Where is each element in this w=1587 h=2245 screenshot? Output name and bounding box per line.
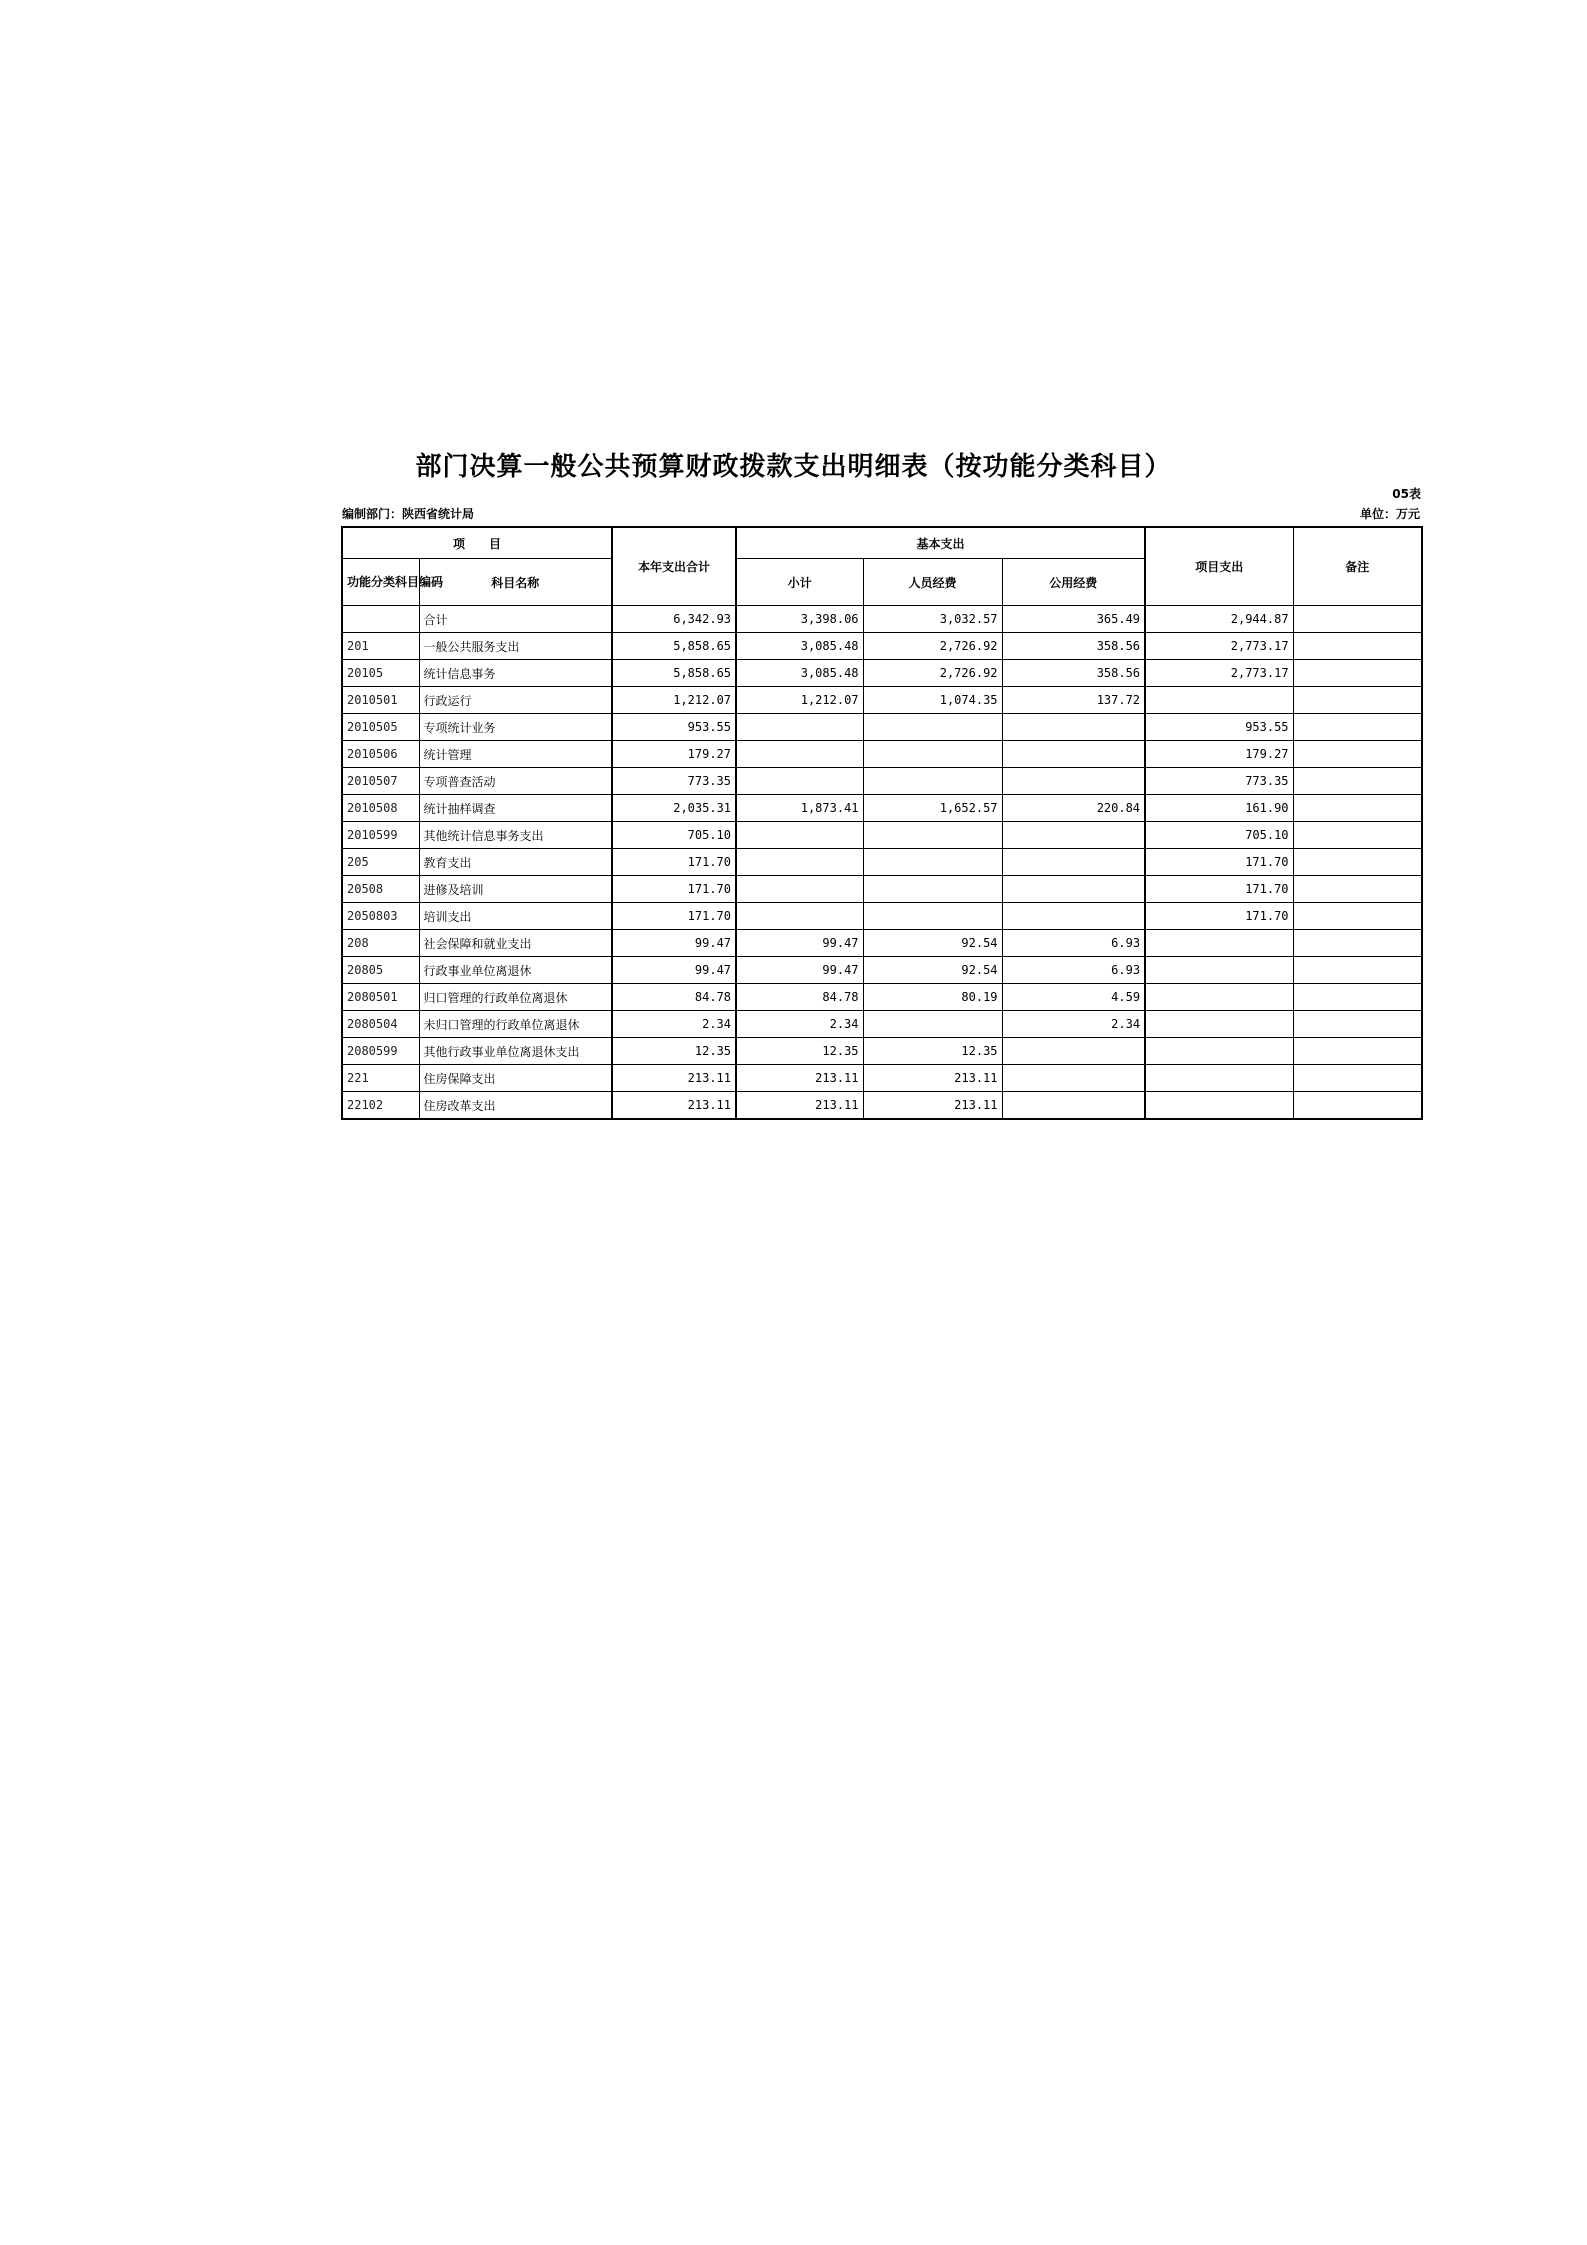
- table-row: [342, 741, 1422, 768]
- cell-total: 705.10: [612, 822, 736, 849]
- cell-code: 2010507: [342, 768, 419, 795]
- cell-total: 2,035.31: [612, 795, 736, 822]
- cell-name: 统计信息事务: [419, 660, 612, 687]
- cell-project-expense: [1145, 687, 1293, 714]
- cell-personnel: 3,032.57: [863, 606, 1002, 633]
- cell-public: [1002, 1065, 1145, 1092]
- cell-personnel: 2,726.92: [863, 660, 1002, 687]
- unit-label: 单位：万元: [1359, 507, 1420, 521]
- header-public: 公用经费: [1002, 559, 1145, 606]
- cell-project-expense: [1145, 957, 1293, 984]
- table-row: [342, 1011, 1422, 1038]
- cell-remark: [1293, 741, 1422, 768]
- cell-name: 住房保障支出: [419, 1065, 612, 1092]
- table-row: [342, 849, 1422, 876]
- cell-personnel: 2,726.92: [863, 633, 1002, 660]
- cell-public: [1002, 822, 1145, 849]
- cell-name: 专项普查活动: [419, 768, 612, 795]
- cell-public: 358.56: [1002, 633, 1145, 660]
- cell-personnel: 80.19: [863, 984, 1002, 1011]
- cell-code: 201: [342, 633, 419, 660]
- cell-public: 137.72: [1002, 687, 1145, 714]
- cell-public: [1002, 768, 1145, 795]
- cell-personnel: 12.35: [863, 1038, 1002, 1065]
- cell-name: 进修及培训: [419, 876, 612, 903]
- table-row: [342, 714, 1422, 741]
- cell-personnel: 213.11: [863, 1065, 1002, 1092]
- cell-subtotal: 3,398.06: [736, 606, 863, 633]
- cell-code: 20105: [342, 660, 419, 687]
- table-row: [342, 957, 1422, 984]
- cell-total: 213.11: [612, 1092, 736, 1120]
- cell-remark: [1293, 633, 1422, 660]
- cell-remark: [1293, 822, 1422, 849]
- cell-public: [1002, 741, 1145, 768]
- cell-personnel: [863, 741, 1002, 768]
- cell-total: 5,858.65: [612, 633, 736, 660]
- header-personnel: 人员经费: [863, 559, 1002, 606]
- cell-project-expense: [1145, 1065, 1293, 1092]
- cell-project-expense: 2,944.87: [1145, 606, 1293, 633]
- cell-subtotal: [736, 849, 863, 876]
- cell-name: 合计: [419, 606, 612, 633]
- cell-remark: [1293, 930, 1422, 957]
- cell-project-expense: [1145, 1038, 1293, 1065]
- table-row: [342, 795, 1422, 822]
- header-project: 项 目: [342, 527, 612, 559]
- cell-remark: [1293, 903, 1422, 930]
- header-subtotal: 小计: [736, 559, 863, 606]
- cell-subtotal: 1,212.07: [736, 687, 863, 714]
- cell-remark: [1293, 957, 1422, 984]
- cell-name: 其他行政事业单位离退休支出: [419, 1038, 612, 1065]
- cell-code: 2010506: [342, 741, 419, 768]
- cell-code: 20805: [342, 957, 419, 984]
- table-row: [342, 822, 1422, 849]
- cell-public: 358.56: [1002, 660, 1145, 687]
- header-name: 科目名称: [419, 559, 612, 606]
- cell-subtotal: 213.11: [736, 1092, 863, 1120]
- cell-total: 171.70: [612, 849, 736, 876]
- cell-project-expense: [1145, 930, 1293, 957]
- cell-total: 773.35: [612, 768, 736, 795]
- cell-subtotal: 3,085.48: [736, 633, 863, 660]
- cell-total: 12.35: [612, 1038, 736, 1065]
- cell-name: 统计抽样调查: [419, 795, 612, 822]
- cell-total: 5,858.65: [612, 660, 736, 687]
- header-total: 本年支出合计: [612, 527, 736, 606]
- table-row: [342, 687, 1422, 714]
- cell-public: 6.93: [1002, 957, 1145, 984]
- cell-code: 22102: [342, 1092, 419, 1120]
- header-project-expense: 项目支出: [1145, 527, 1293, 606]
- table-row: [342, 876, 1422, 903]
- cell-project-expense: 171.70: [1145, 876, 1293, 903]
- cell-subtotal: 84.78: [736, 984, 863, 1011]
- cell-personnel: [863, 768, 1002, 795]
- cell-personnel: 213.11: [863, 1092, 1002, 1120]
- cell-code: 205: [342, 849, 419, 876]
- cell-total: 179.27: [612, 741, 736, 768]
- cell-subtotal: 213.11: [736, 1065, 863, 1092]
- cell-remark: [1293, 1065, 1422, 1092]
- cell-personnel: [863, 714, 1002, 741]
- cell-total: 99.47: [612, 957, 736, 984]
- table-row: [342, 768, 1422, 795]
- cell-personnel: 1,652.57: [863, 795, 1002, 822]
- table-row: [342, 1065, 1422, 1092]
- cell-personnel: 1,074.35: [863, 687, 1002, 714]
- header-code: 功能分类科目编码: [342, 559, 419, 606]
- cell-subtotal: [736, 876, 863, 903]
- cell-project-expense: 2,773.17: [1145, 633, 1293, 660]
- cell-code: 2010508: [342, 795, 419, 822]
- cell-name: 行政运行: [419, 687, 612, 714]
- table-row: [342, 930, 1422, 957]
- cell-name: 培训支出: [419, 903, 612, 930]
- cell-public: [1002, 1038, 1145, 1065]
- cell-subtotal: [736, 903, 863, 930]
- cell-total: 2.34: [612, 1011, 736, 1038]
- cell-public: [1002, 714, 1145, 741]
- cell-remark: [1293, 876, 1422, 903]
- table-row: [342, 606, 1422, 633]
- org-label: 编制部门：陕西省统计局: [342, 507, 475, 521]
- cell-code: 2080501: [342, 984, 419, 1011]
- cell-remark: [1293, 1011, 1422, 1038]
- cell-public: 6.93: [1002, 930, 1145, 957]
- cell-total: 171.70: [612, 903, 736, 930]
- cell-remark: [1293, 768, 1422, 795]
- cell-project-expense: [1145, 1092, 1293, 1120]
- table-number: 05表: [1392, 487, 1421, 501]
- header-remark: 备注: [1293, 527, 1422, 606]
- cell-public: [1002, 1092, 1145, 1120]
- cell-project-expense: 161.90: [1145, 795, 1293, 822]
- page-title: 部门决算一般公共预算财政拨款支出明细表（按功能分类科目）: [415, 452, 1172, 482]
- cell-subtotal: [736, 741, 863, 768]
- cell-public: [1002, 876, 1145, 903]
- cell-project-expense: 705.10: [1145, 822, 1293, 849]
- cell-personnel: [863, 849, 1002, 876]
- cell-subtotal: 3,085.48: [736, 660, 863, 687]
- table-row: [342, 633, 1422, 660]
- cell-name: 其他统计信息事务支出: [419, 822, 612, 849]
- cell-remark: [1293, 795, 1422, 822]
- cell-subtotal: 99.47: [736, 930, 863, 957]
- cell-personnel: [863, 876, 1002, 903]
- cell-remark: [1293, 606, 1422, 633]
- cell-remark: [1293, 849, 1422, 876]
- expenditure-table: [341, 526, 1423, 1120]
- cell-project-expense: 179.27: [1145, 741, 1293, 768]
- cell-code: 2050803: [342, 903, 419, 930]
- cell-subtotal: [736, 822, 863, 849]
- cell-code: 2010599: [342, 822, 419, 849]
- cell-remark: [1293, 660, 1422, 687]
- cell-public: 4.59: [1002, 984, 1145, 1011]
- cell-total: 84.78: [612, 984, 736, 1011]
- cell-subtotal: 1,873.41: [736, 795, 863, 822]
- cell-personnel: 92.54: [863, 957, 1002, 984]
- cell-project-expense: 953.55: [1145, 714, 1293, 741]
- cell-name: 社会保障和就业支出: [419, 930, 612, 957]
- table-row: [342, 984, 1422, 1011]
- cell-personnel: 92.54: [863, 930, 1002, 957]
- cell-personnel: [863, 903, 1002, 930]
- cell-code: 2010505: [342, 714, 419, 741]
- table-row: [342, 903, 1422, 930]
- table-body: [342, 606, 1422, 1120]
- cell-name: 住房改革支出: [419, 1092, 612, 1120]
- cell-code: 20508: [342, 876, 419, 903]
- cell-public: [1002, 903, 1145, 930]
- cell-total: 6,342.93: [612, 606, 736, 633]
- cell-name: 教育支出: [419, 849, 612, 876]
- table-row: [342, 1092, 1422, 1120]
- cell-name: 统计管理: [419, 741, 612, 768]
- cell-total: 171.70: [612, 876, 736, 903]
- cell-code: 2080504: [342, 1011, 419, 1038]
- cell-personnel: [863, 822, 1002, 849]
- cell-public: 365.49: [1002, 606, 1145, 633]
- header-row-1: [342, 527, 1422, 559]
- cell-remark: [1293, 714, 1422, 741]
- cell-name: 归口管理的行政单位离退休: [419, 984, 612, 1011]
- cell-public: 2.34: [1002, 1011, 1145, 1038]
- cell-subtotal: [736, 768, 863, 795]
- cell-remark: [1293, 1038, 1422, 1065]
- cell-public: [1002, 849, 1145, 876]
- cell-code: 2010501: [342, 687, 419, 714]
- cell-public: 220.84: [1002, 795, 1145, 822]
- cell-total: 953.55: [612, 714, 736, 741]
- table-row: [342, 660, 1422, 687]
- cell-project-expense: 171.70: [1145, 903, 1293, 930]
- cell-total: 99.47: [612, 930, 736, 957]
- cell-subtotal: [736, 714, 863, 741]
- cell-code: 2080599: [342, 1038, 419, 1065]
- meta-row: [342, 505, 1420, 522]
- cell-project-expense: 171.70: [1145, 849, 1293, 876]
- cell-code: 208: [342, 930, 419, 957]
- cell-remark: [1293, 984, 1422, 1011]
- cell-total: 1,212.07: [612, 687, 736, 714]
- cell-remark: [1293, 687, 1422, 714]
- cell-project-expense: 2,773.17: [1145, 660, 1293, 687]
- cell-name: 行政事业单位离退休: [419, 957, 612, 984]
- cell-remark: [1293, 1092, 1422, 1120]
- header-basic: 基本支出: [736, 527, 1145, 559]
- cell-name: 未归口管理的行政单位离退休: [419, 1011, 612, 1038]
- cell-name: 专项统计业务: [419, 714, 612, 741]
- cell-project-expense: 773.35: [1145, 768, 1293, 795]
- cell-project-expense: [1145, 1011, 1293, 1038]
- cell-personnel: [863, 1011, 1002, 1038]
- cell-total: 213.11: [612, 1065, 736, 1092]
- cell-subtotal: 99.47: [736, 957, 863, 984]
- cell-project-expense: [1145, 984, 1293, 1011]
- cell-subtotal: 12.35: [736, 1038, 863, 1065]
- cell-code: 221: [342, 1065, 419, 1092]
- cell-name: 一般公共服务支出: [419, 633, 612, 660]
- cell-subtotal: 2.34: [736, 1011, 863, 1038]
- table-row: [342, 1038, 1422, 1065]
- cell-code: [342, 606, 419, 633]
